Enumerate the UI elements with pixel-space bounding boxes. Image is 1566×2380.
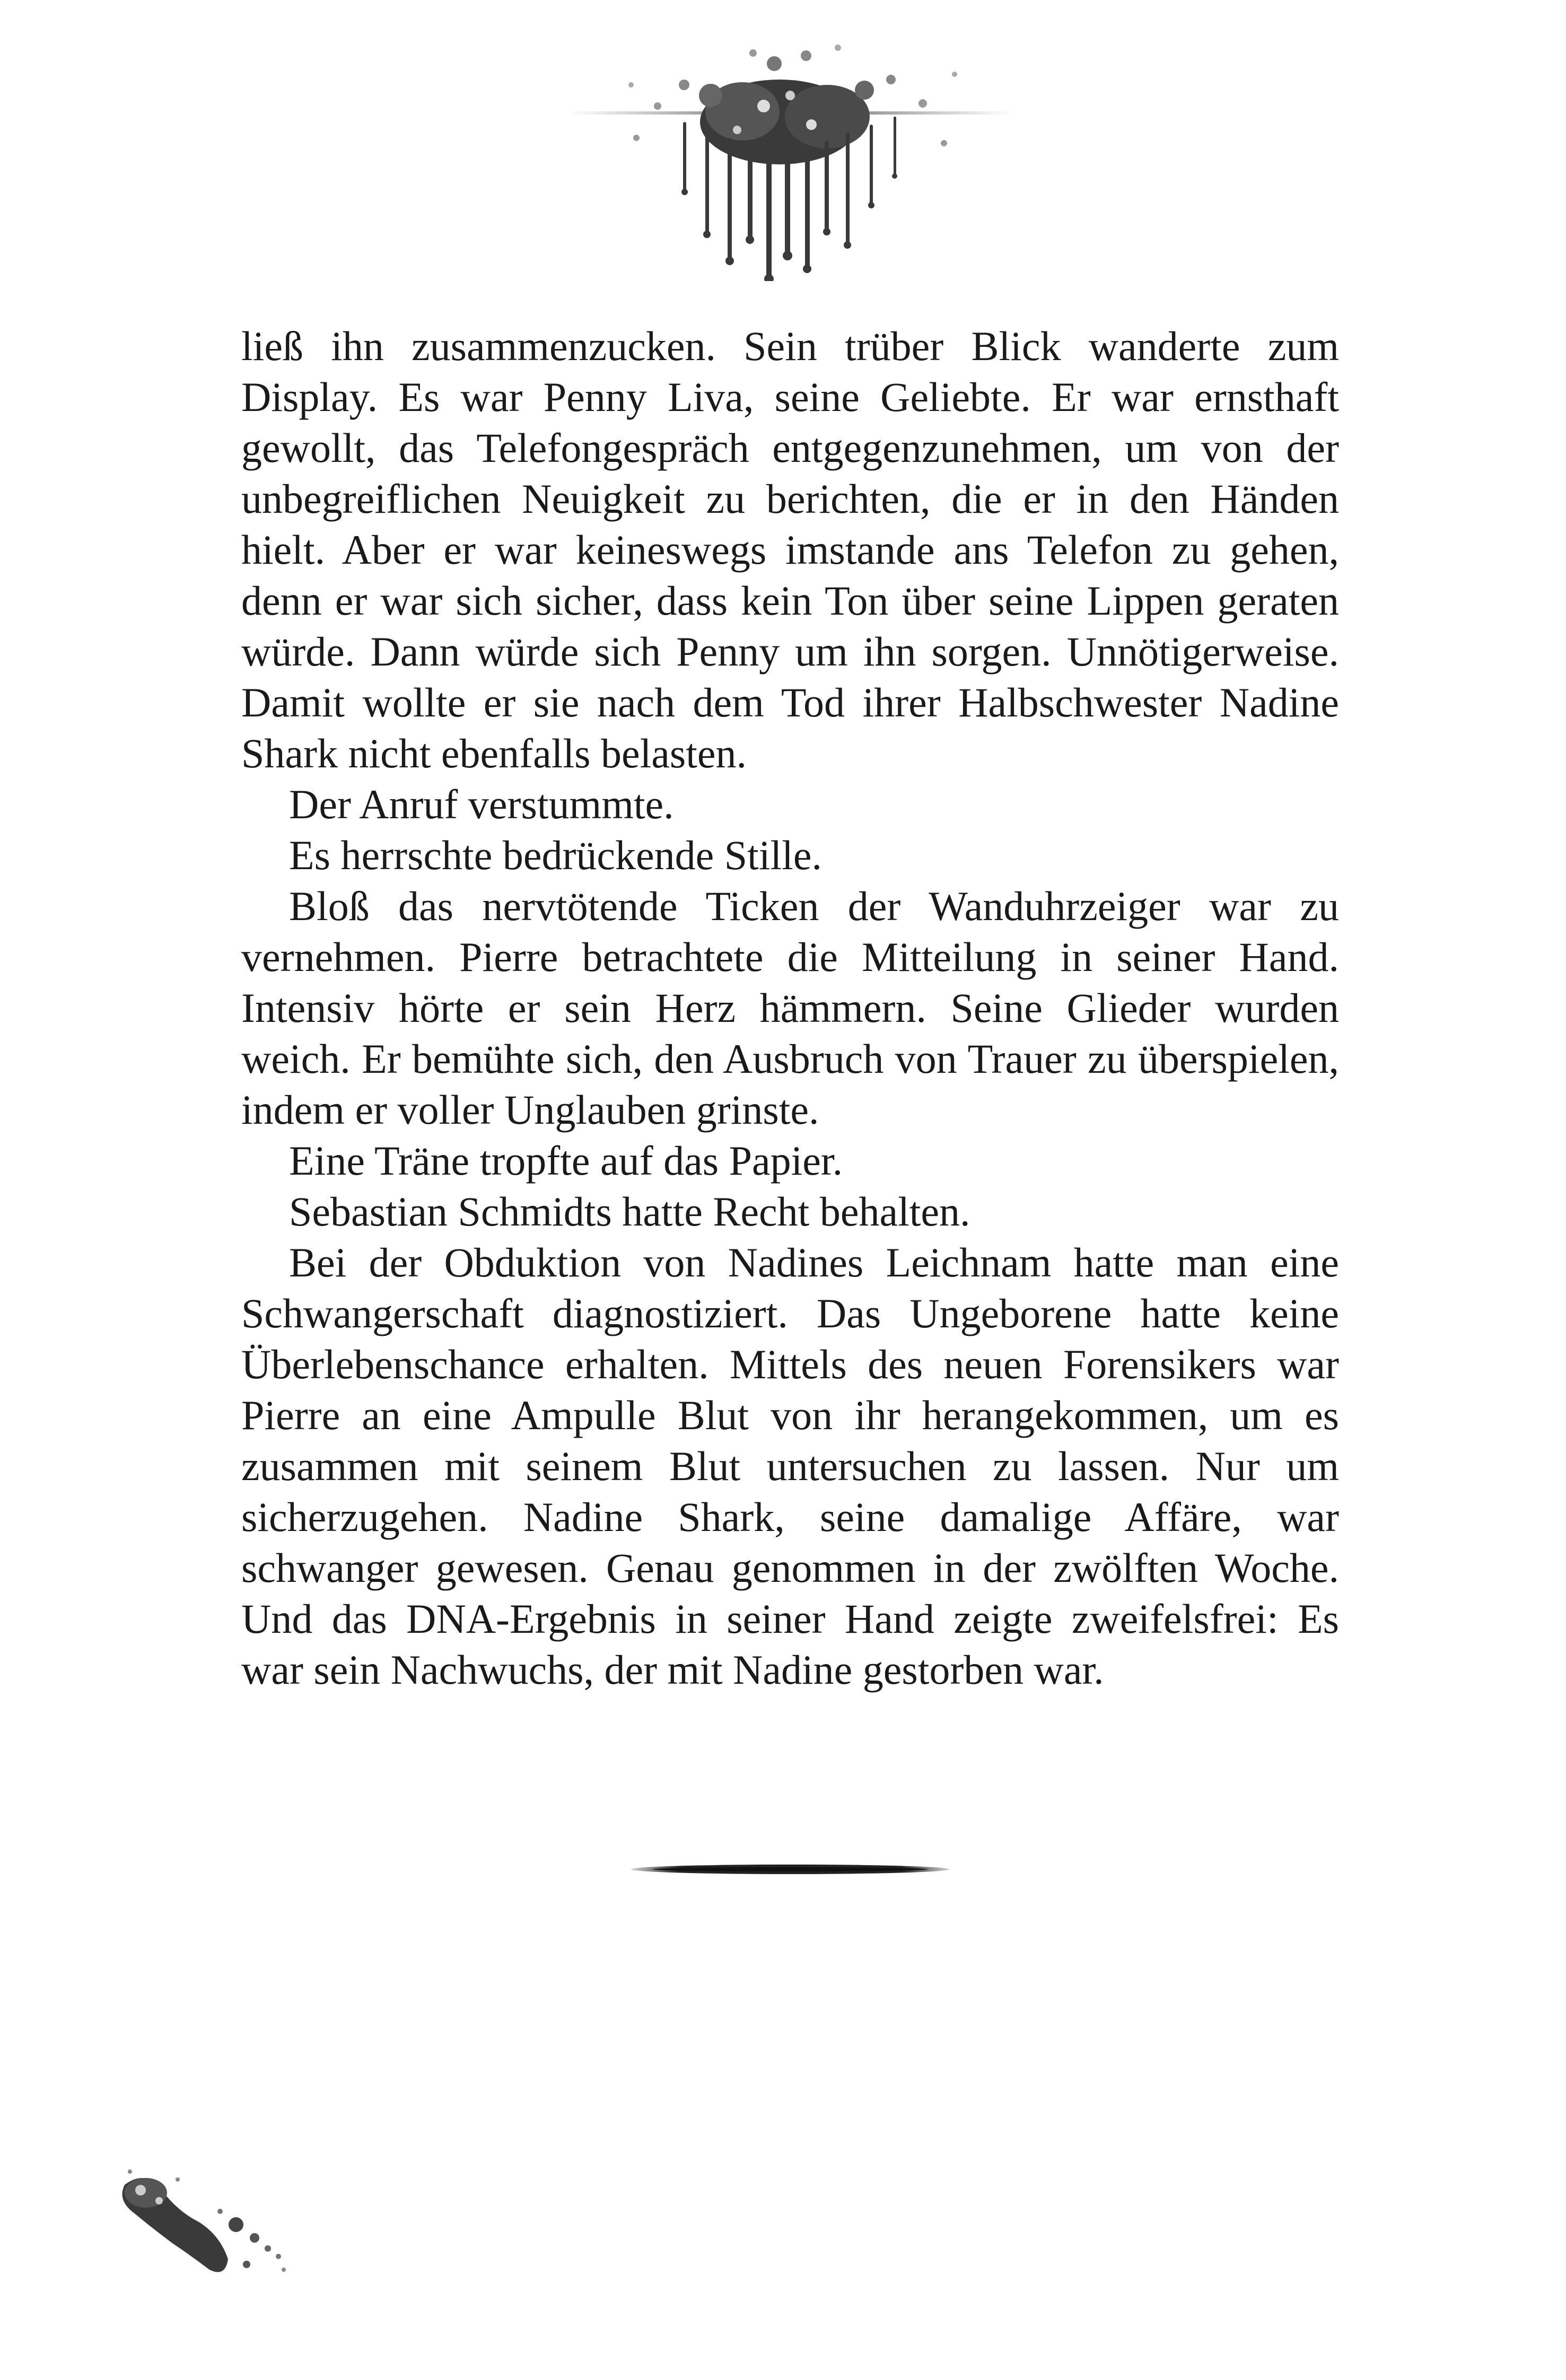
body-text <box>241 321 1339 1695</box>
brush-stroke-divider-icon <box>626 1859 955 1880</box>
paragraph: Bloß das nervtötende Ticken der Wanduhrzeiger war zu vernehmen. Pierre betrachtete die Mitteilung in seiner Hand. Intensiv hörte er sein Herz hämmern. Seine Glieder wurden weich. Er bemühte sich, den Ausbruch von Trauer zu überspielen, indem er voller Unglauben grinste. <box>241 883 1339 1133</box>
paragraph: ließ ihn zusammenzucken. Sein trüber Blick wanderte zum Display. Es war Penny Liva, seine Geliebte. Er war ernsthaft gewollt, das Telefongespräch entgegenzunehmen, um von der unbegreiflichen Neuigkeit zu berichten, die er in den Händen hielt. Aber er war keineswegs imstande ans Telefon zu gehen, denn er war sich sicher, dass kein Ton über seine Lippen geraten würde. Dann würde sich Penny um ihn sorgen. Unnötigerweise. Damit wollte er sie nach dem Tod ihrer Halbschwester Nadine Shark nicht ebenfalls belasten. <box>241 323 1339 776</box>
ink-splatter-top-icon <box>552 32 1029 281</box>
ink-splatter-corner-icon <box>114 2164 294 2291</box>
paragraph: Sebastian Schmidts hatte Recht behalten. <box>289 1188 970 1235</box>
paragraph: Eine Träne tropfte auf das Papier. <box>289 1138 843 1184</box>
paragraph: Bei der Obduktion von Nadines Leichnam hatte man eine Schwangerschaft diagnostiziert. Das Ungeborene hatte keine Überlebenschance erhalten. Mittels des neuen Forensikers war Pierre an eine Ampulle Blut von ihr herangekommen, um es zusammen mit seinem Blut untersuchen zu lassen. Nur um sicherzugehen. Nadine Shark, seine damalige Affäre, war schwanger gewesen. Genau genommen in der zwölften Woche. Und das DNA-Ergebnis in seiner Hand zeigte zweifelsfrei: Es war sein Nachwuchs, der mit Nadine gestorben war. <box>241 1239 1339 1693</box>
paragraph: Es herrschte bedrückende Stille. <box>289 832 822 878</box>
paragraph: Der Anruf verstummte. <box>289 781 674 827</box>
